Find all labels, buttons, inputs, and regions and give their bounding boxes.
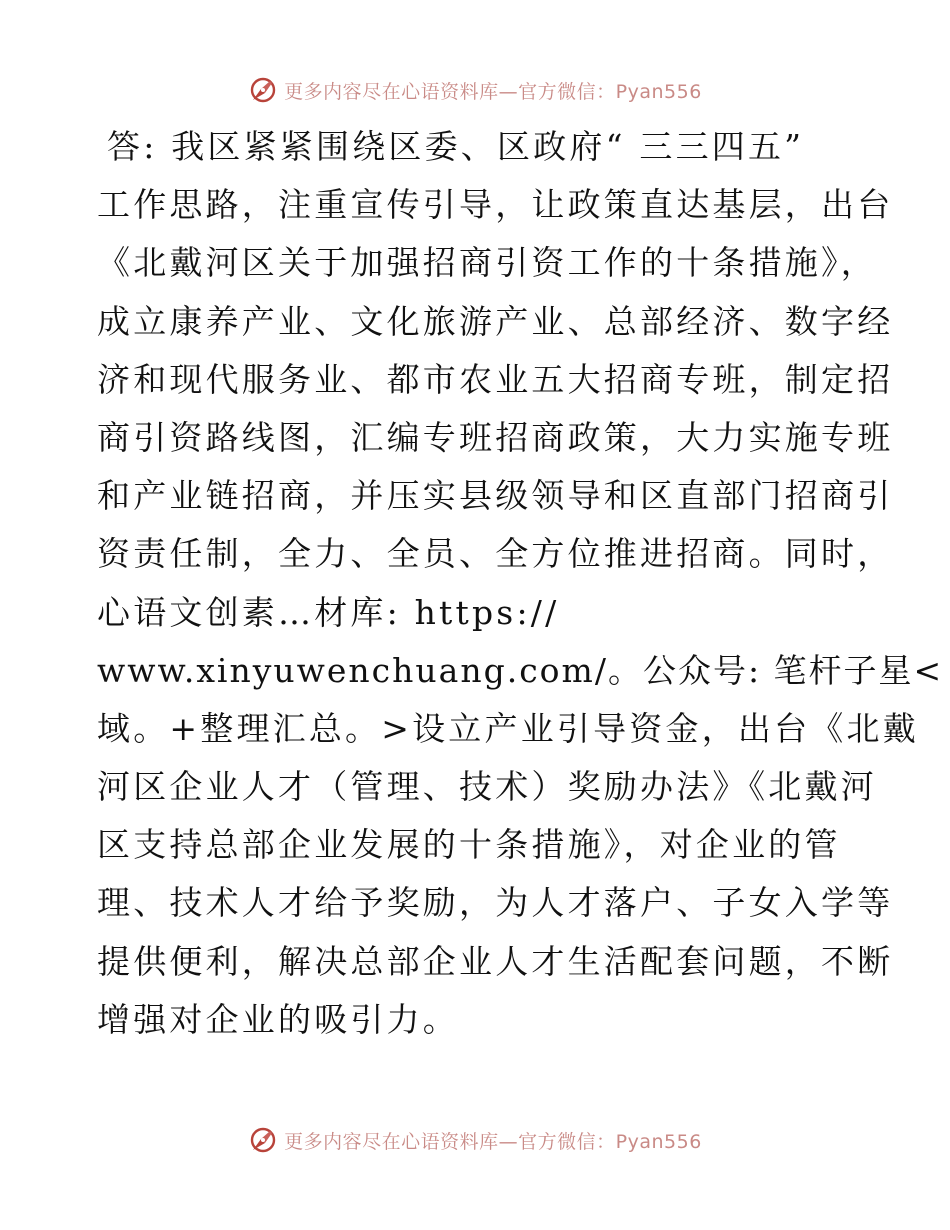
- text-line: www.xinyuwenchuang.com/。公众号: 笔杆子星<: [97, 650, 944, 690]
- text-line: 区支持总部企业发展的十条措施》，对企业的管: [97, 825, 841, 865]
- text-line: 成立康养产业、文化旅游产业、总部经济、数字经: [97, 301, 894, 341]
- pen-seal-logo-icon: [248, 75, 278, 105]
- header-ad-text: 更多内容尽在心语资料库—官方微信：Pyan556: [284, 80, 702, 103]
- text-line: 河区企业人才（管理、技术）奖励办法》《北戴河: [97, 767, 877, 807]
- text-line: 资责任制，全力、全员、全方位推进招商。同时，: [97, 534, 894, 574]
- text-line: 提供便利，解决总部企业人才生活配套问题，不断: [97, 941, 894, 981]
- text-line: 理、技术人才给予奖励，为人才落户、子女入学等: [97, 883, 894, 923]
- footer-watermark: [0, 1122, 950, 1158]
- text-line: 工作思路，注重宣传引导，让政策直达基层，出台: [97, 185, 894, 225]
- text-line: 商引资路线图，汇编专班招商政策，大力实施专班: [97, 417, 894, 457]
- document-body: [97, 118, 944, 1049]
- pen-seal-logo-icon: [248, 1125, 278, 1155]
- text-line: 心语文创素…材库: https://: [97, 592, 560, 632]
- footer-ad-text: 更多内容尽在心语资料库—官方微信：Pyan556: [284, 1130, 702, 1153]
- text-line: 济和现代服务业、都市农业五大招商专班，制定招: [97, 359, 894, 399]
- text-line: 和产业链招商，并压实县级领导和区直部门招商引: [97, 476, 894, 516]
- header-watermark: [0, 72, 950, 108]
- text-line: 域。+整理汇总。>设立产业引导资金，出台《北戴: [97, 708, 919, 748]
- text-line: 增强对企业的吸引力。: [97, 999, 459, 1039]
- text-line: 《北戴河区关于加强招商引资工作的十条措施》，: [97, 243, 877, 283]
- text-line: 答: 我区紧紧围绕区委、区政府“ 三三四五”: [107, 127, 805, 166]
